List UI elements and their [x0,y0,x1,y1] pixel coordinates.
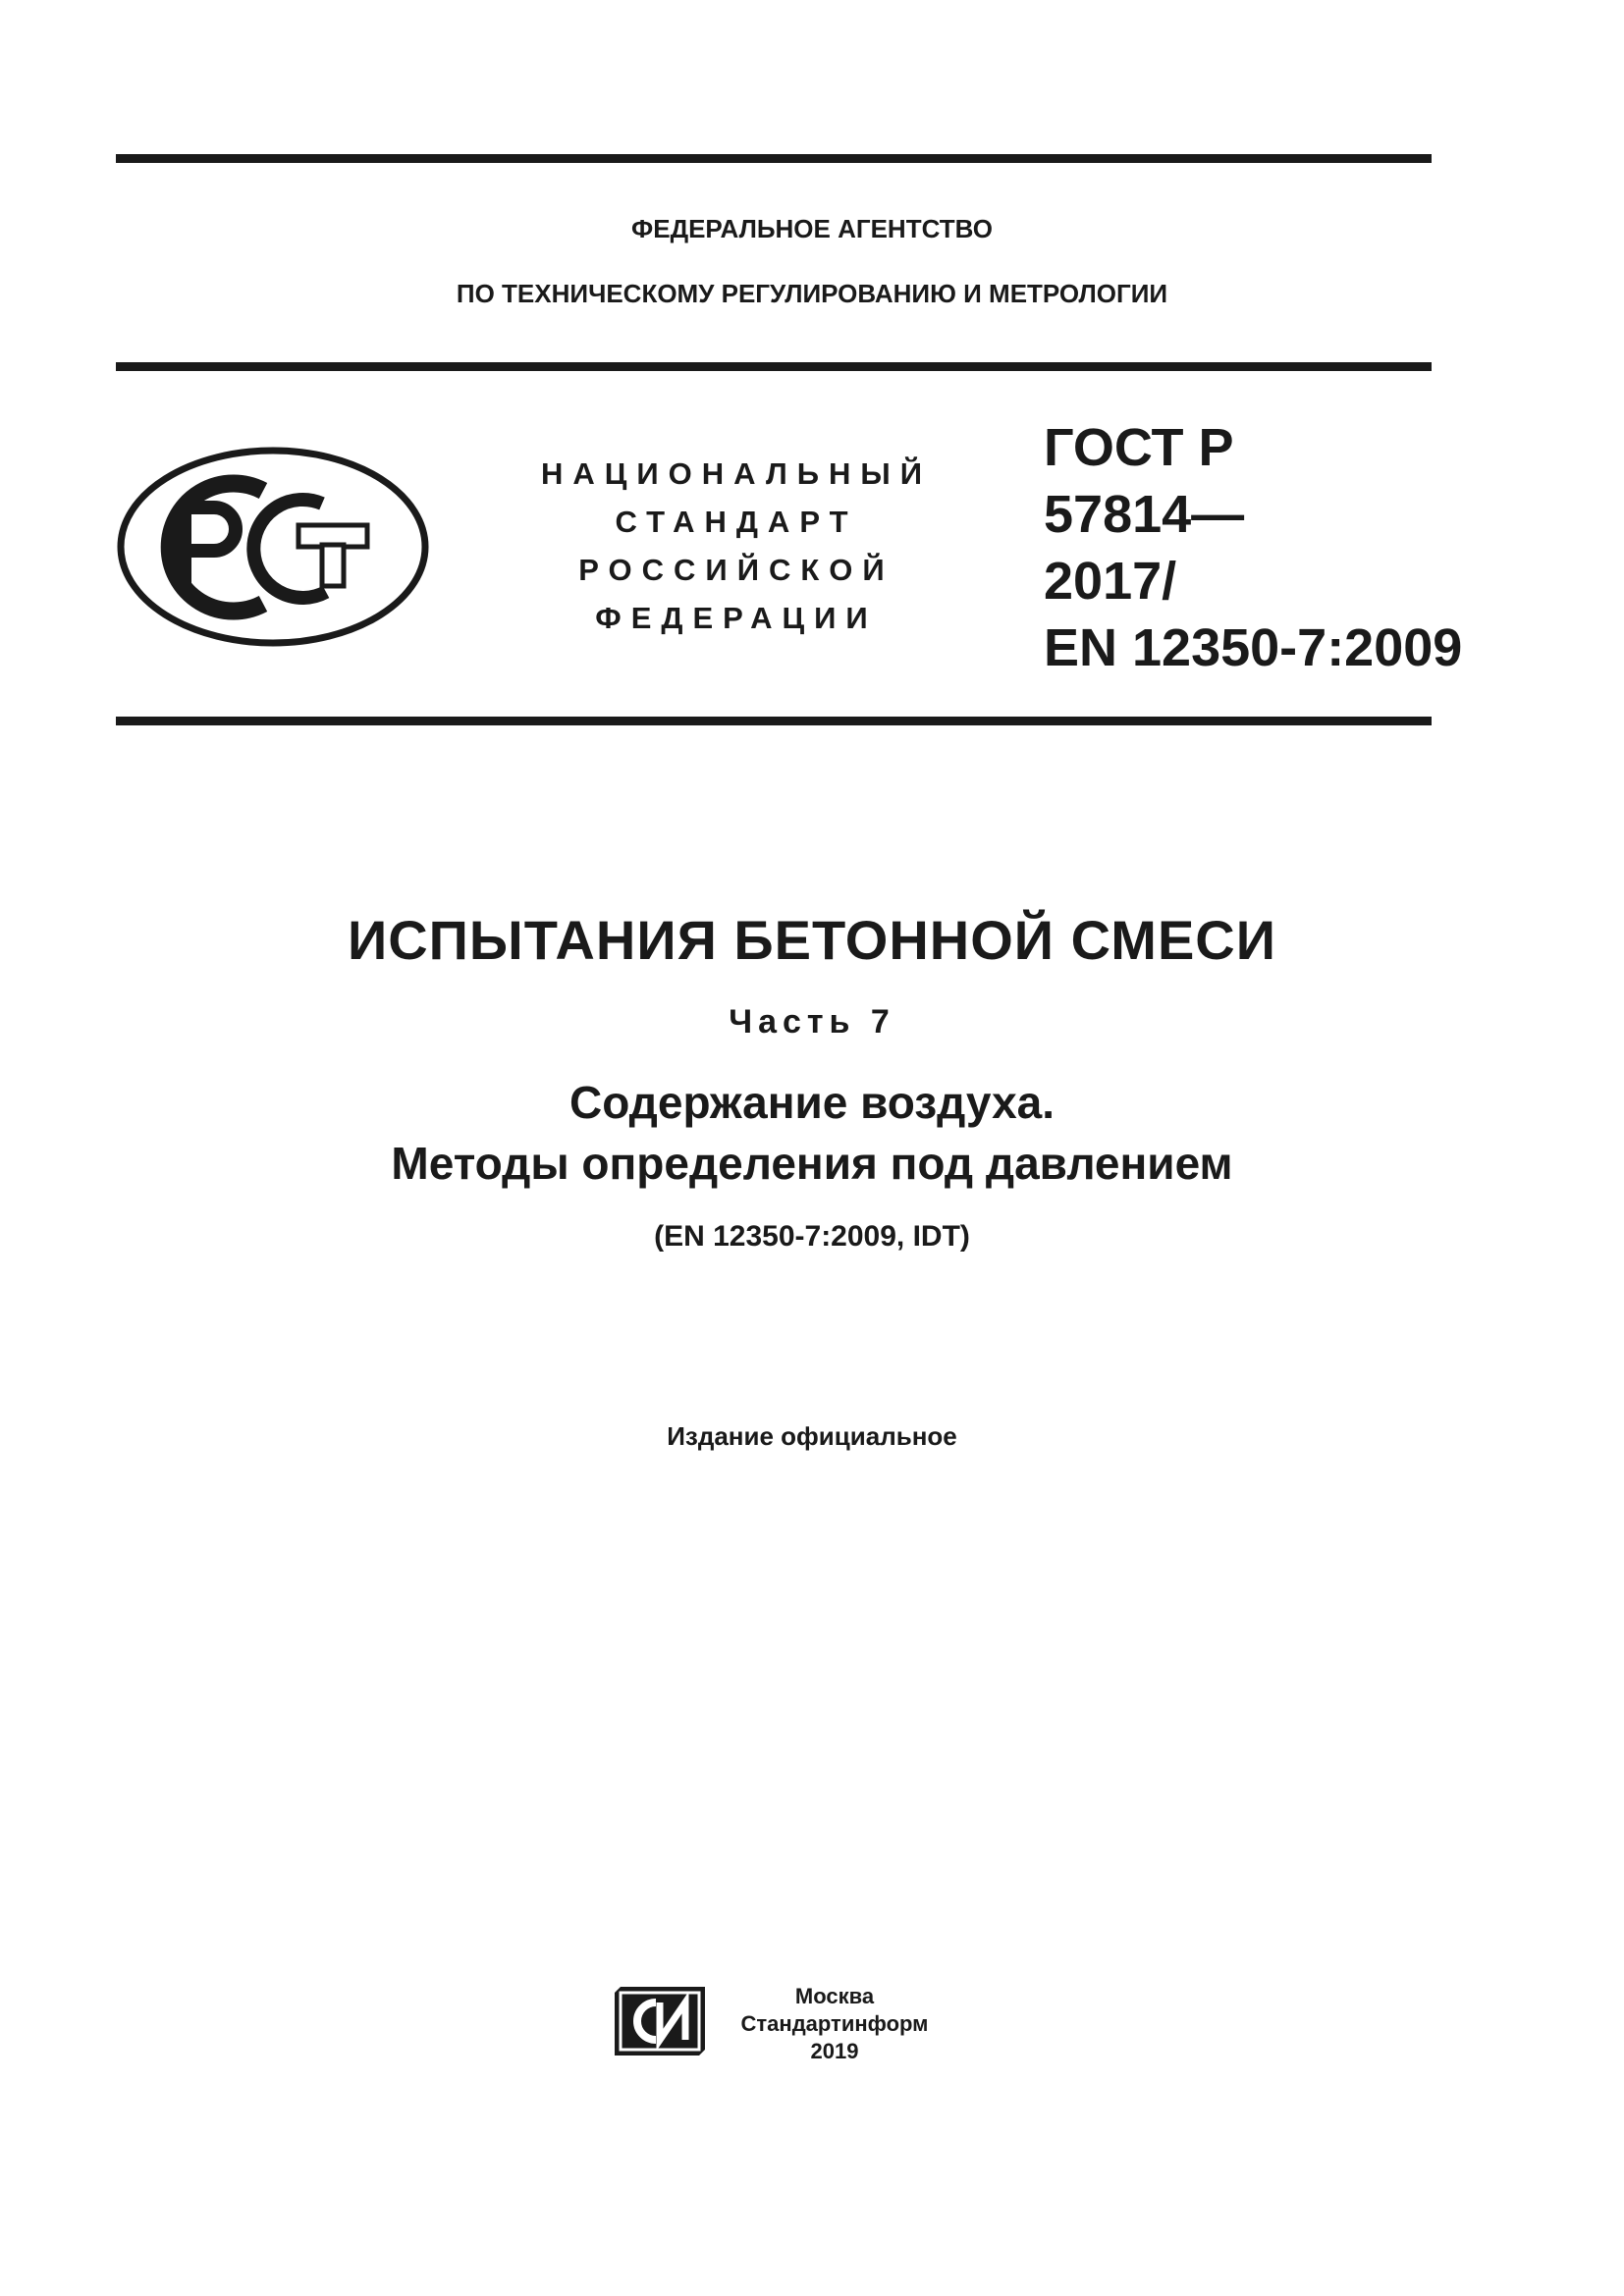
publication-year: 2019 [810,2039,859,2063]
publisher-info [717,1983,952,2065]
standard-type-line-3: РОССИЙСКОЙ [578,553,894,587]
document-subtitle-line-1: Содержание воздуха. [568,1077,1056,1128]
designation-line-3: 2017/ [1044,552,1177,611]
header-rule [116,362,1432,371]
standard-type-line-2: СТАНДАРТ [615,505,858,539]
document-equivalence: (EN 12350-7:2009, IDT) [654,1220,970,1253]
top-rule [116,154,1432,163]
designation-rule [116,717,1432,725]
standard-type-line-1: НАЦИОНАЛЬНЫЙ [540,456,933,491]
standard-type-line-4: ФЕДЕРАЦИИ [595,601,878,635]
publisher-name: Стандартинформ [740,2011,929,2036]
designation-line-2: 57814— [1044,485,1245,544]
rst-logo-icon [116,447,430,648]
agency-line-1: ФЕДЕРАЛЬНОЕ АГЕНТСТВО [631,214,993,243]
agency-line-2: ПО ТЕХНИЧЕСКОМУ РЕГУЛИРОВАНИЮ И МЕТРОЛОГИИ [456,279,1168,308]
publisher-city: Москва [794,1984,875,2008]
document-title: ИСПЫТАНИЯ БЕТОННОЙ СМЕСИ [347,909,1276,971]
designation-line-4: EN 12350-7:2009 [1044,618,1463,677]
document-subtitle-line-2: Методы определения под давлением [391,1138,1233,1189]
standard-designation [1044,414,1462,681]
standartinform-logo-icon [613,1983,707,2057]
standard-type [511,450,962,642]
document-part: Часть 7 [729,1003,895,1041]
designation-line-1: ГОСТ Р [1044,418,1234,477]
rst-letter-p [185,507,236,594]
edition-label: Издание официальное [667,1421,957,1451]
